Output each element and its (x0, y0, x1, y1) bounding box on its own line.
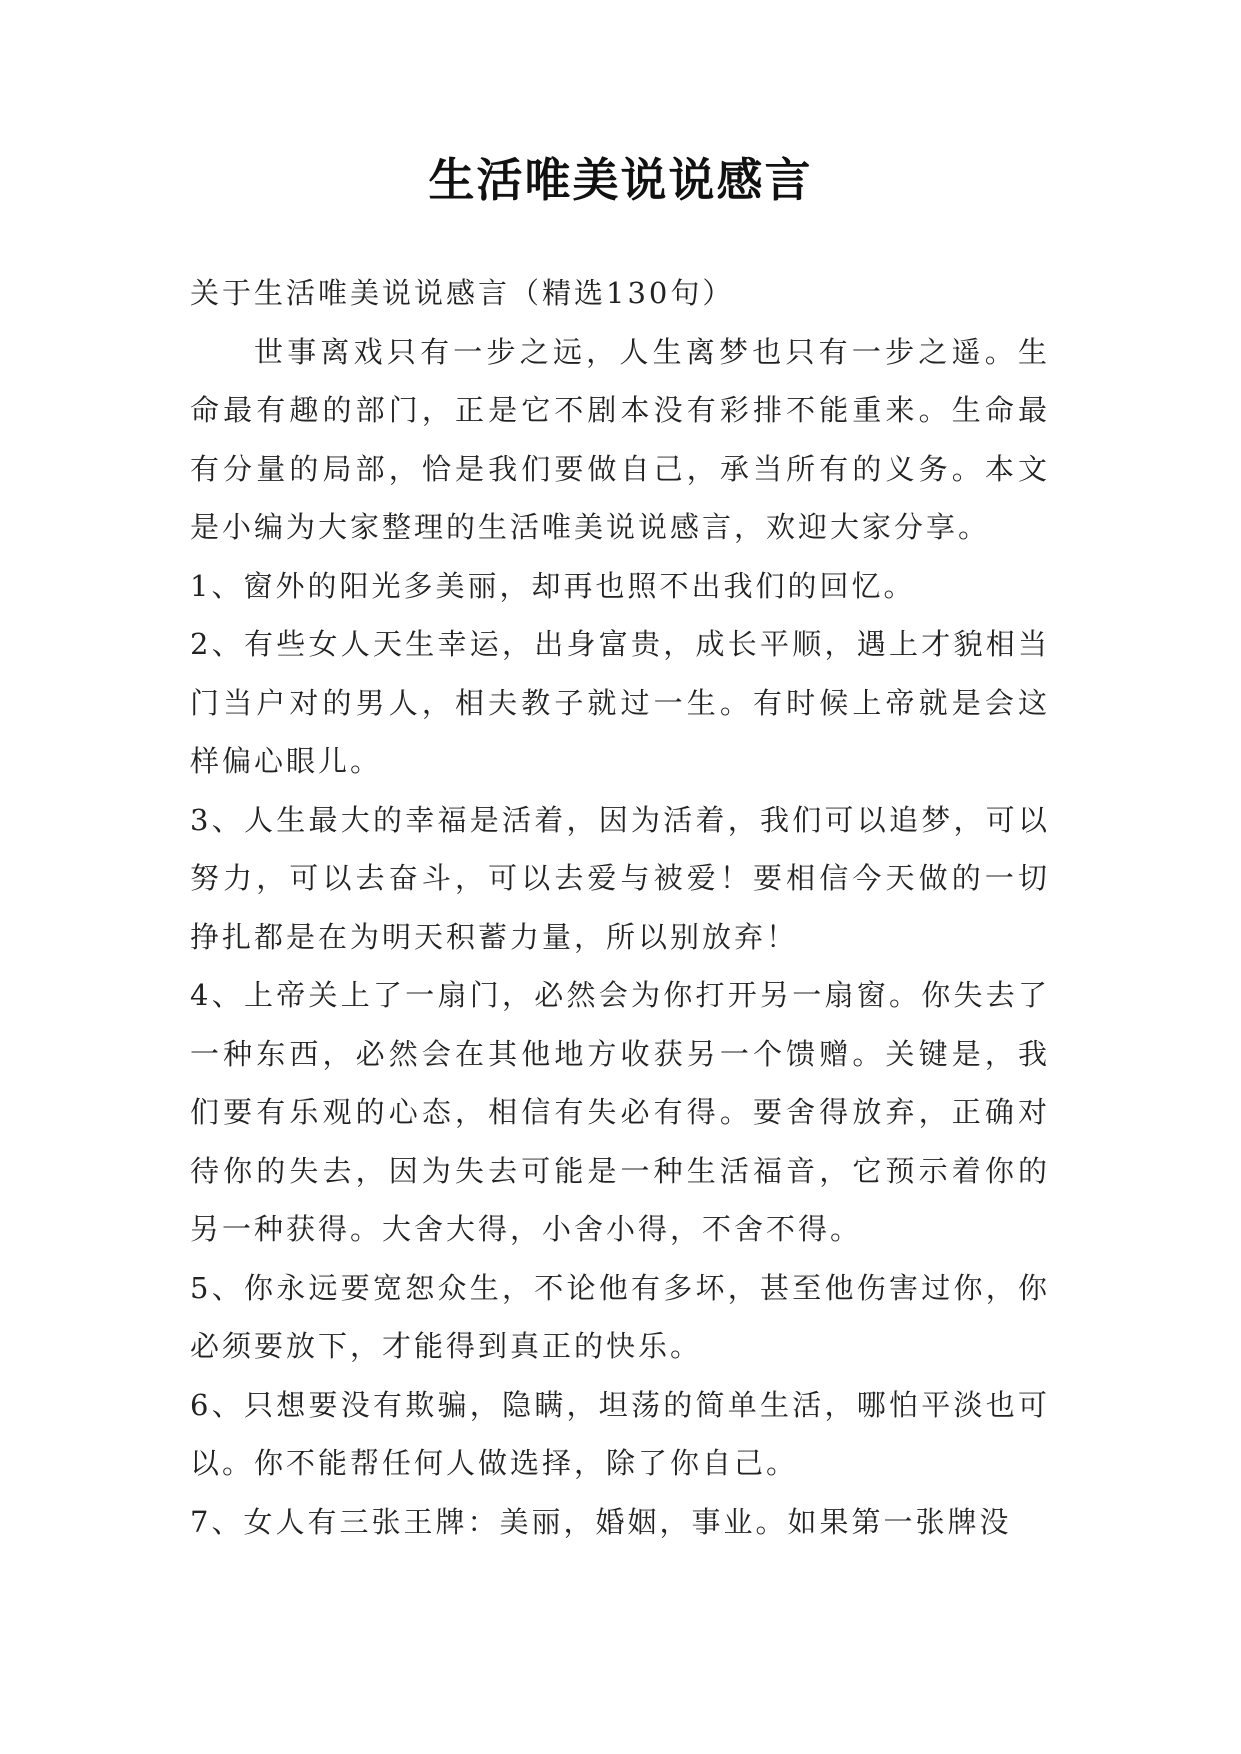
list-item: 1、窗外的阳光多美丽，却再也照不出我们的回忆。 (190, 568, 916, 603)
intro-paragraph: 世事离戏只有一步之远，人生离梦也只有一步之遥。生命最有趣的部门，正是它不剧本没有彩排不能重来。生命最有分量的局部，恰是我们要做自己，承当所有的义务。本文是小编为大家整理的生活唯美说说感言，欢迎大家分享。 (190, 334, 1050, 544)
list-item: 3、人生最大的幸福是活着，因为活着，我们可以追梦，可以努力，可以去奋斗，可以去爱与被爱！要相信今天做的一切挣扎都是在为明天积蓄力量，所以别放弃！ (190, 802, 1050, 954)
list-item: 7、女人有三张王牌：美丽，婚姻，事业。如果第一张牌没 (190, 1504, 1012, 1539)
document-subtitle: 关于生活唯美说说感言（精选130句） (190, 276, 735, 310)
list-item: 5、你永远要宽恕众生，不论他有多坏，甚至他伤害过你，你必须要放下，才能得到真正的快乐。 (190, 1270, 1050, 1363)
list-item: 6、只想要没有欺骗，隐瞒，坦荡的简单生活，哪怕平淡也可以。你不能帮任何人做选择，除了你自己。 (190, 1387, 1050, 1480)
document-body (190, 264, 1050, 1551)
document-title: 生活唯美说说感言 (428, 153, 813, 207)
list-item: 2、有些女人天生幸运，出身富贵，成长平顺，遇上才貌相当门当户对的男人，相夫教子就过一生。有时候上帝就是会这样偏心眼儿。 (190, 627, 1050, 778)
list-item: 4、上帝关上了一扇门，必然会为你打开另一扇窗。你失去了一种东西，必然会在其他地方收获另一个馈赠。关键是，我们要有乐观的心态，相信有失必有得。要舍得放弃，正确对待你的失去，因为失去可能是一种生活福音，它预示着你的另一种获得。大舍大得，小舍小得，不舍不得。 (190, 978, 1050, 1246)
